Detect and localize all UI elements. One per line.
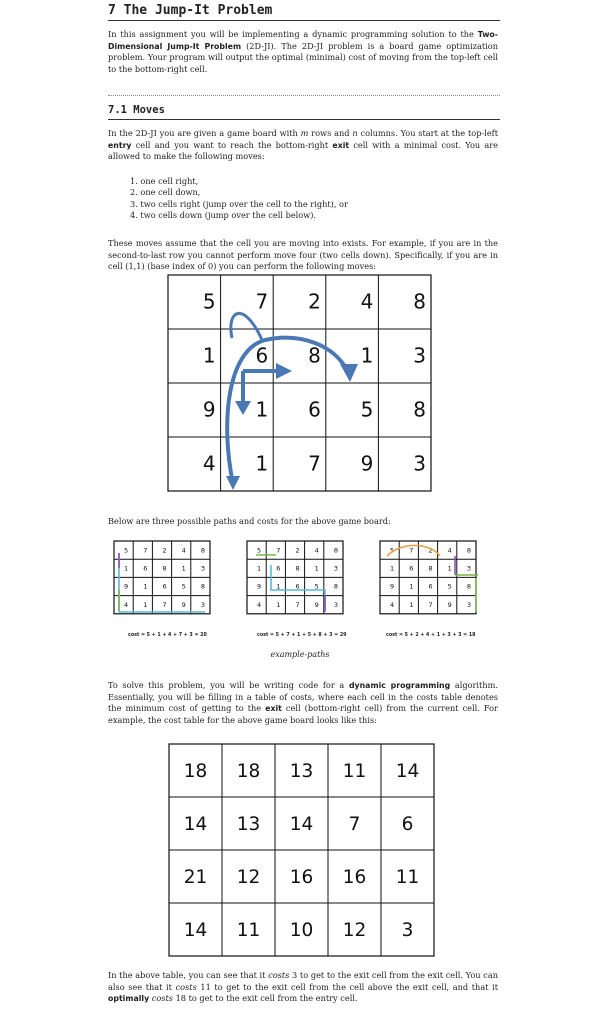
path1-cell-cell-2-3: 5: [181, 582, 186, 591]
cost-cell-cell-3-2: 10: [289, 919, 314, 941]
move-item: 3. two cells right (jump over the cell to the right), or: [130, 198, 348, 209]
path3-cell-cell-3-3: 9: [447, 600, 452, 609]
board-cell-cell-2-0: 9: [202, 397, 216, 422]
path2-cell-cell-1-0: 1: [257, 564, 262, 573]
board-cell-cell-2-2: 6: [308, 397, 321, 422]
path3-cell-cell-2-2: 6: [428, 582, 433, 591]
cost-cell-cell-3-3: 12: [342, 919, 367, 941]
board-cell-cell-1-3: 1: [360, 343, 374, 368]
path1-cell-cell-0-3: 4: [181, 546, 186, 555]
path2-cell-cell-3-1: 1: [276, 600, 281, 609]
board-cell-cell-3-2: 7: [308, 451, 321, 476]
path2-cell-cell-1-4: 3: [333, 564, 338, 573]
path3-cell-cell-0-3: 4: [447, 546, 452, 555]
board-cell-cell-1-2: 8: [308, 343, 321, 368]
path1-cell-cell-3-0: 4: [124, 600, 129, 609]
path2-cell-cell-2-4: 8: [333, 582, 338, 591]
moves-paragraph: In the 2D-JI you are given a game board with m rows and n columns. You start at the top-left entry cell and you want to reach the bottom-right exit cell with a minimal cost. You are allowed to make the following moves:: [108, 128, 499, 162]
board-cell-cell-3-4: 3: [413, 451, 426, 476]
path3-cell-cell-0-0: 5: [390, 546, 395, 555]
path1-cell-cell-0-4: 8: [200, 546, 205, 555]
subsection-title: 7.1 Moves: [108, 104, 165, 116]
cost-cell-cell-2-0: 21: [183, 866, 208, 888]
path1-cell-cell-2-1: 1: [143, 582, 148, 591]
path3-cell-cell-1-1: 6: [409, 564, 414, 573]
path2-cell-cell-1-2: 8: [295, 564, 300, 573]
path2-cell-cell-3-3: 9: [314, 600, 319, 609]
path-cost-2: cost = 5 + 7 + 1 + 5 + 8 + 3 = 29: [257, 633, 347, 638]
board-cell-cell-3-0: 4: [202, 451, 216, 476]
path3-cell-cell-3-2: 7: [428, 600, 433, 609]
path1-cell-cell-0-2: 2: [162, 546, 167, 555]
intro-paragraph: In this assignment you will be implementing a dynamic programming solution to the Two-Dimensional Jump-It Problem (2D-JI). The 2D-JI problem is a board game optimization problem. Your program will output the optimal (minimal) cost of moving from the top-left cell to the bottom-right cell.: [108, 29, 499, 74]
cost-cell-cell-1-0: 14: [183, 813, 208, 835]
cost-cell-cell-1-2: 14: [289, 813, 314, 835]
move-item: 1. one cell right,: [130, 176, 199, 186]
path3-cell-cell-3-1: 1: [409, 600, 414, 609]
board-cell-cell-2-3: 5: [360, 397, 374, 422]
path3-cell-cell-0-1: 7: [409, 546, 414, 555]
path2-cell-cell-3-0: 4: [257, 600, 262, 609]
path2-cell-cell-0-1: 7: [276, 546, 281, 555]
path3-cell-cell-2-0: 9: [390, 582, 395, 591]
board-cell-cell-3-1: 1: [255, 451, 269, 476]
cost-cell-cell-1-3: 7: [348, 813, 361, 835]
path2-cell-cell-2-2: 6: [295, 582, 300, 591]
paths-caption: example-paths: [270, 650, 330, 659]
board-cell-cell-1-4: 3: [413, 343, 426, 368]
board-cell-cell-0-2: 2: [308, 289, 321, 314]
path2-cell-cell-0-2: 2: [295, 546, 300, 555]
board-cell-cell-1-1: 6: [255, 343, 269, 368]
path2-cell-cell-2-1: 1: [276, 582, 281, 591]
path1-cell-cell-0-0: 5: [124, 546, 129, 555]
cost-cell-cell-3-4: 3: [401, 919, 414, 941]
path2-cell-cell-0-4: 8: [333, 546, 338, 555]
cost-cell-cell-1-1: 13: [236, 813, 261, 835]
path1-cell-cell-3-4: 3: [200, 600, 205, 609]
board-cell-cell-0-1: 7: [255, 289, 269, 314]
cost-cell-cell-2-2: 16: [289, 866, 314, 888]
path3-cell-cell-0-4: 8: [466, 546, 471, 555]
cost-cell-cell-2-1: 12: [236, 866, 261, 888]
path1-cell-cell-1-3: 1: [181, 564, 186, 573]
cost-cell-cell-2-3: 16: [342, 866, 367, 888]
path2-cell-cell-2-3: 5: [314, 582, 319, 591]
section-title: 7 The Jump-It Problem: [108, 3, 273, 18]
path2-cell-cell-0-3: 4: [314, 546, 319, 555]
board-cell-cell-0-0: 5: [202, 289, 216, 314]
path2-cell-cell-2-0: 9: [257, 582, 262, 591]
path3-cell-cell-2-1: 1: [409, 582, 414, 591]
cost-explanation-paragraph: In the above table, you can see that it costs 3 to get to the exit cell from the exit cell. You can also see that it costs 11 to get to the exit cell from the cell above the exit cell, and that it optimally costs 18 to get to the exit cell from the entry cell.: [108, 970, 498, 1004]
path1-cell-cell-3-2: 7: [162, 600, 167, 609]
cost-cell-cell-0-0: 18: [183, 760, 208, 782]
moves-constraint-paragraph: These moves assume that the cell you are moving into exists. For example, if you are in the second-to-last row you cannot perform move four (two cells down). Specifically, if you are in cell (1,1) (base index of 0) you can perform the following moves:: [108, 238, 498, 272]
path3-cell-cell-1-0: 1: [390, 564, 395, 573]
board-cell-cell-3-3: 9: [360, 451, 374, 476]
path1-cell-cell-1-0: 1: [124, 564, 129, 573]
path3-cell-cell-1-2: 8: [428, 564, 433, 573]
path3-cell-cell-0-2: 2: [428, 546, 433, 555]
cost-cell-cell-2-4: 11: [395, 866, 420, 888]
board-cell-cell-1-0: 1: [202, 343, 216, 368]
path1-cell-cell-1-2: 8: [162, 564, 167, 573]
path1-cell-cell-0-1: 7: [143, 546, 148, 555]
path1-cell-cell-3-3: 9: [181, 600, 186, 609]
path2-cell-cell-3-2: 7: [295, 600, 300, 609]
path2-cell-cell-1-3: 1: [314, 564, 319, 573]
cost-cell-cell-3-1: 11: [236, 919, 261, 941]
move-item: 2. one cell down,: [130, 187, 201, 198]
path3-cell-cell-1-3: 1: [447, 564, 452, 573]
dp-paragraph: To solve this problem, you will be writing code for a dynamic programming algorithm. Essentially, you will be filling in a table of costs, where each cell in the costs table denotes the minimum cost of getting to the exit cell (bottom-right cell) from the current cell. For example, the cost table for the above game board looks like this:: [108, 680, 498, 725]
cost-cell-cell-0-1: 18: [236, 760, 261, 782]
cost-cell-cell-0-2: 13: [289, 760, 314, 782]
cost-cell-cell-0-3: 11: [342, 760, 367, 782]
board-cell-cell-2-1: 1: [255, 397, 269, 422]
path-cost-3: cost = 5 + 2 + 4 + 1 + 3 + 3 = 18: [386, 633, 476, 638]
paths-intro: Below are three possible paths and costs for the above game board:: [108, 516, 391, 526]
move-item: 4. two cells down (jump over the cell below).: [130, 210, 317, 221]
board-cell-cell-2-4: 8: [413, 397, 426, 422]
path3-cell-cell-2-3: 5: [447, 582, 452, 591]
cost-cell-cell-0-4: 14: [395, 760, 420, 782]
path1-cell-cell-2-4: 8: [200, 582, 205, 591]
path3-cell-cell-3-4: 3: [466, 600, 471, 609]
cost-cell-cell-1-4: 6: [401, 813, 414, 835]
path2-cell-cell-1-1: 6: [276, 564, 281, 573]
path1-cell-cell-1-4: 3: [200, 564, 205, 573]
path2-cell-cell-0-0: 5: [257, 546, 262, 555]
path1-cell-cell-1-1: 6: [143, 564, 148, 573]
path3-cell-cell-1-4: 3: [466, 564, 471, 573]
cost-cell-cell-3-0: 14: [183, 919, 208, 941]
path-cost-1: cost = 5 + 1 + 4 + 7 + 3 = 20: [128, 633, 207, 638]
board-cell-cell-0-4: 8: [413, 289, 426, 314]
path1-cell-cell-3-1: 1: [143, 600, 148, 609]
board-cell-cell-0-3: 4: [360, 289, 374, 314]
path1-cell-cell-2-0: 9: [124, 582, 129, 591]
path2-cell-cell-3-4: 3: [333, 600, 338, 609]
path1-cell-cell-2-2: 6: [162, 582, 167, 591]
path3-cell-cell-2-4: 8: [466, 582, 471, 591]
path3-cell-cell-3-0: 4: [390, 600, 395, 609]
